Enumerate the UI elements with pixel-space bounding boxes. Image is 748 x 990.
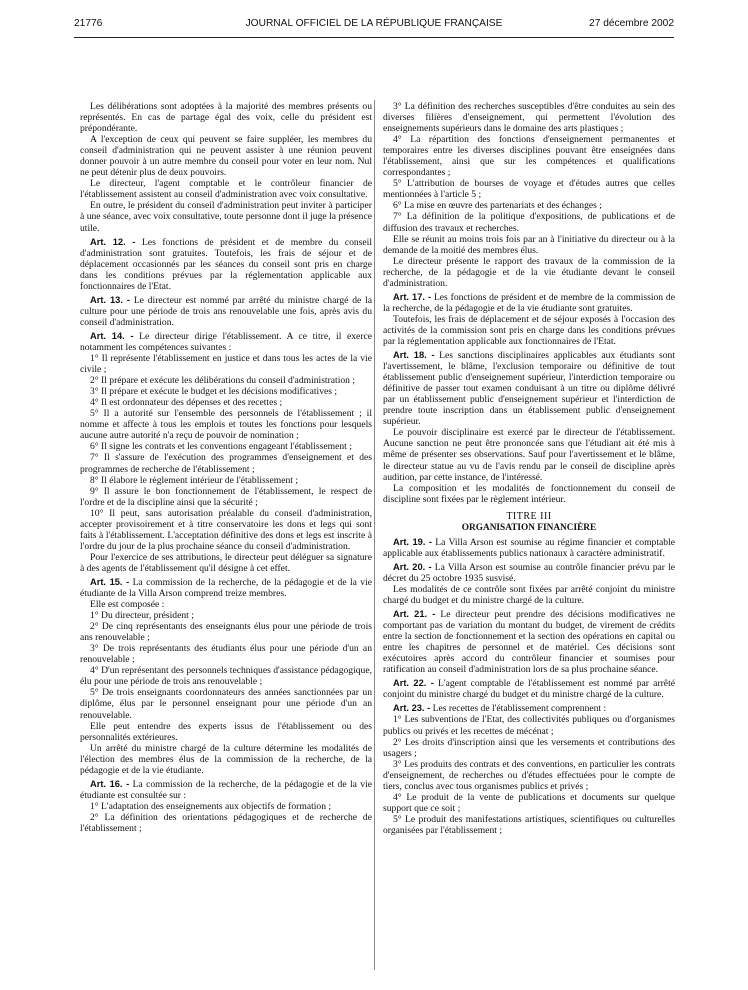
article-label: Art. 23. - [393,703,431,714]
section-heading: ORGANISATION FINANCIÈRE [461,522,597,533]
publication-date: 27 décembre 2002 [589,18,674,29]
header-rule [74,37,674,38]
article-text: Le directeur dirige l'établissement. A ce titre, il exerce notamment les compétences suivantes : [80,330,372,353]
article-label: Art. 17. - [393,291,432,302]
article-paragraph [80,237,372,292]
article-text: Les fonctions de président et de membre du conseil d'administration sont gratuites. Toutefois, les frais de séjour et de déplacement occasionnés par les séances du conseil sont pris en charge dans les conditions prévues par la réglementation applicable aux fonctionnaires de l'Etat. [80,236,373,292]
title-heading: TITRE III [506,510,552,522]
body-paragraph: Les délibérations sont adoptées à la majorité des membres présents ou représentés. En cas de partage égal des voix, celle du président est prépondérante. [80,101,372,135]
column-divider [374,100,375,970]
article-label: Art. 18. - [393,350,435,361]
body-paragraph: Le directeur, l'agent comptable et le contrôleur financier de l'établissement assistent au conseil d'administration avec voix consultative. [80,178,372,201]
body-paragraph: 4° Le produit de la vente de publications et documents sur quelque support que ce soit ; [383,791,675,814]
body-paragraph: 7° La définition de la politique d'expositions, de publications et de diffusion des travaux et recherches. [383,211,675,234]
body-paragraph: 6° La mise en œuvre des partenariats et des échanges ; [393,200,602,212]
body-paragraph: En outre, le président du conseil d'administration peut inviter à participer à une séance, avec voix consultative, toute personne dont il juge la présence utile. [80,200,372,234]
body-paragraph: Elle peut entendre des experts issus de l'établissement ou des personnalités extérieures. [80,720,372,743]
article-paragraph [383,537,675,559]
body-paragraph: Toutefois, les frais de déplacement et de séjour exposés à l'occasion des activités de la commission sont pris en charge dans les conditions prévues par la réglementation applicable aux fonctionnaires de l'Etat. [383,313,675,347]
article-label: Art. 14. - [90,330,134,341]
body-paragraph: 5° De trois enseignants coordonnateurs des années sanctionnées par un diplôme, élus par le personnel enseignant pour une période d'un an renouvelable. [80,687,372,721]
body-paragraph: 5° Le produit des manifestations artistiques, scientifiques ou culturelles organisées par l'établissement ; [383,813,675,836]
body-paragraph: 3° La définition des recherches susceptibles d'être conduites au sein des diverses filières d'enseignement, qui permettent l'évolution des enseignements supérieurs dans le domaine des arts plastiques ; [383,101,675,135]
article-label: Art. 16. - [90,778,130,789]
body-paragraph: 3° Il prépare et exécute le budget et les décisions modificatives ; [90,386,338,398]
body-paragraph: 1° Les subventions de l'Etat, des collectivités publiques ou d'organismes publics ou privés et les recettes de mécénat ; [383,714,675,737]
body-paragraph: 4° La répartition des fonctions d'enseignement permanentes et temporaires entre les diverses disciplines pouvant être enseignées dans l'établissement, ainsi que sur les compétences et qualifications correspondantes ; [383,134,675,179]
article-paragraph [383,292,675,314]
article-paragraph [80,577,372,599]
article-label: Art. 15. - [90,576,130,587]
body-paragraph: Le directeur présente le rapport des travaux de la commission de la recherche, de la pédagogie et de la vie étudiante devant le conseil d'administration. [383,255,675,289]
article-paragraph [80,331,372,353]
body-paragraph: 2° Il prépare et exécute les délibérations du conseil d'administration ; [90,375,356,387]
article-text: La commission de la recherche, de la pédagogie et de la vie étudiante de la Villa Arson comprend treize membres. [80,576,373,600]
body-paragraph: Les modalités de ce contrôle sont fixées par arrêté conjoint du ministre chargé du budget et du ministre chargé de la culture. [383,583,675,607]
page-number: 21776 [74,18,103,29]
body-paragraph: 3° De trois représentants des étudiants élus pour une période d'un an renouvelable ; [80,643,372,666]
body-paragraph: 7° Il s'assure de l'exécution des programmes d'enseignement et des programmes de recherche de l'établissement ; [80,452,372,475]
body-paragraph: 5° Il a autorité sur l'ensemble des personnels de l'établissement ; il nomme et affecte à tous les emplois et toutes les fonctions pour lesquels aucune autre autorité n'a reçu de pouvoir de nomination ; [80,408,372,442]
article-label: Art. 22. - [393,678,434,689]
body-paragraph: 1° Il représente l'établissement en justice et dans tous les actes de la vie civile ; [80,353,372,376]
body-paragraph: Le pouvoir disciplinaire est exercé par le directeur de l'établissement. Aucune sanction ne peut être prononcée sans que l'étudiant ait été mis à même de présenter ses observations. Sauf pour l'avertissement et le blâme, le directeur statue au vu de l'avis rendu par le conseil de discipline après audition, par cette instance, de l'intéressé. [383,427,675,483]
body-paragraph: 4° D'un représentant des personnels techniques d'assistance pédagogique, élu pour une période de trois ans renouvelable ; [80,665,372,688]
article-paragraph [383,678,675,700]
body-paragraph: 1° L'adaptation des enseignements aux objectifs de formation ; [90,800,332,812]
body-paragraph: Un arrêté du ministre chargé de la culture détermine les modalités de l'élection des membres élus de la commission de la recherche, de la pédagogie et de la vie étudiante. [80,742,372,776]
body-paragraph: Elle est composée : [90,599,165,611]
body-paragraph: Elle se réunit au moins trois fois par an à l'initiative du directeur ou à la demande de la moitié des membres élus. [383,233,675,256]
article-paragraph [383,703,675,714]
body-paragraph: Pour l'exercice de ses attributions, le directeur peut déléguer sa signature à des agents de l'établissement qu'il désigne à cet effet. [80,551,372,574]
right-column [383,101,675,836]
article-text: Les fonctions de président et de membre de la commission de la recherche, de la pédagogie et de la vie étudiante sont gratuites. [383,291,675,314]
article-paragraph [383,609,675,675]
body-paragraph: La composition et les modalités de fonctionnement du conseil de discipline sont fixées par le règlement intérieur. [383,482,675,505]
body-paragraph: 6° Il signe les contrats et les conventions engageant l'établissement ; [90,441,352,453]
page-header [74,18,674,34]
body-paragraph: 5° L'attribution de bourses de voyage et d'études autres que celles mentionnées à l'article 5 ; [383,178,675,201]
body-paragraph: 8° Il élabore le règlement intérieur de l'établissement ; [90,474,299,486]
article-text: Les sanctions disciplinaires applicables aux étudiants sont l'avertissement, le blâme, l'exclusion temporaire ou définitive de tout établissement public d'enseignement supérieur, l'interdiction temporaire ou définitive de passer tout examen conduisant à un titre ou diplôme délivré par un établissement public d'enseignement supérieur et l'interdiction de prendre toute inscription dans un établissement public d'enseignement supérieur. [383,350,676,428]
article-label: Art. 19. - [393,536,432,547]
article-text: Le directeur peut prendre des décisions modificatives ne comportant pas de variation du montant du budget, de virement de crédits entre la section de fonctionnement et la section des opérations en capital ou entre les chapitres de personnel et de matériel. Ces décisions sont exécutoires après accord du contrôleur financier et soumises pour ratification au conseil d'administration lors de sa plus prochaine séance. [383,609,675,676]
body-paragraph: 10° Il peut, sans autorisation préalable du conseil d'administration, accepter provisoirement et à titre conservatoire les dons et legs qui sont faits à l'établissement. L'acceptation définitive des dons et legs est inscrite à l'ordre du jour de la plus prochaine séance du conseil d'administration. [80,507,372,552]
body-paragraph: 3° Les produits des contrats et des conventions, en particulier les contrats d'enseignement, de recherches ou d'études effectuées pour le compte de tiers, conclus avec tous organismes publics et privés ; [383,758,675,792]
article-paragraph [383,562,675,584]
left-column [80,101,372,834]
article-label: Art. 12. - [90,236,136,247]
body-paragraph: 1° Du directeur, président ; [90,610,194,622]
body-paragraph: 9° Il assure le bon fonctionnement de l'établissement, le respect de l'ordre et de la discipline ainsi que la sécurité ; [80,485,372,508]
article-text: La Villa Arson est soumise au contrôle financier prévu par le décret du 25 octobre 1935 susvisé. [383,561,675,584]
article-text: Les recettes de l'établissement comprennent : [430,703,607,715]
body-paragraph: 4° Il est ordonnateur des dépenses et des recettes ; [90,397,283,409]
article-paragraph [80,779,372,801]
article-label: Art. 13. - [90,294,131,305]
article-text: Le directeur est nommé par arrêté du ministre chargé de la culture pour une période de trois ans renouvelable une fois, après avis du conseil d'administration. [80,294,372,328]
journal-title: JOURNAL OFFICIEL DE LA RÉPUBLIQUE FRANÇAISE [245,18,503,29]
body-paragraph: 2° La définition des orientations pédagogiques et de recherche de l'établissement ; [80,811,372,834]
article-paragraph [80,295,372,328]
article-paragraph [383,350,675,427]
article-label: Art. 21. - [393,609,436,620]
article-text: La commission de la recherche, de la pédagogie et de la vie étudiante est consultée sur : [80,778,373,801]
article-label: Art. 20. - [393,561,432,572]
body-paragraph: A l'exception de ceux qui peuvent se faire suppléer, les membres du conseil d'administration qui ne peuvent assister à une réunion peuvent donner pouvoir à un autre membre du conseil pour voter en leur nom. Nul ne peut détenir plus de deux pouvoirs. [80,134,372,179]
article-text: L'agent comptable de l'établissement est nommé par arrêté conjoint du ministre chargé du budget et du ministre chargé de la culture. [383,678,675,701]
body-paragraph: 2° Les droits d'inscription ainsi que les versements et contributions des usagers ; [383,736,675,759]
article-text: La Villa Arson est soumise au régime financier et comptable applicable aux établissements publics nationaux à caractère administratif. [383,536,675,559]
body-paragraph: 2° De cinq représentants des enseignants élus pour une période de trois ans renouvelable ; [80,621,372,644]
